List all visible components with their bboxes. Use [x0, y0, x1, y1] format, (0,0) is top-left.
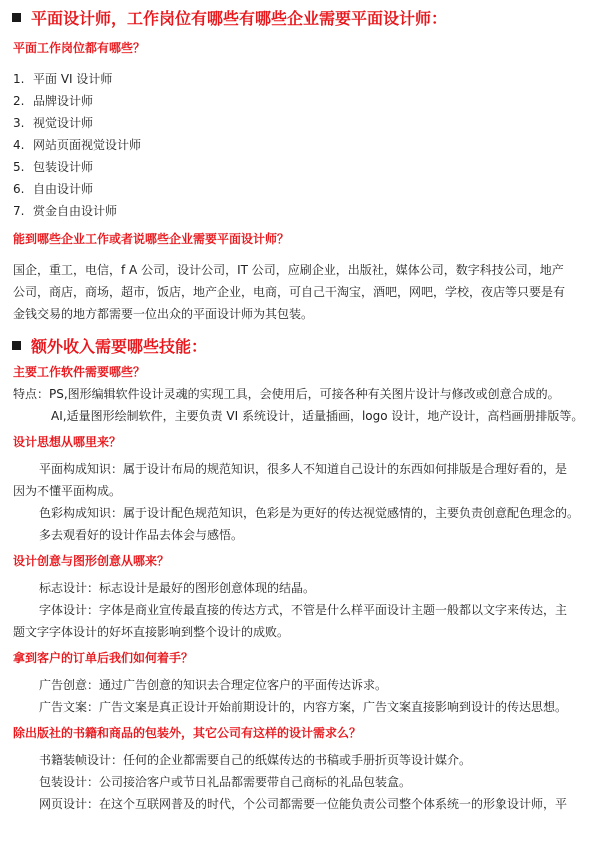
- question-software: 主要工作软件需要哪些？: [13, 365, 146, 379]
- question-creativity: 设计创意与图形创意从哪来？: [13, 554, 170, 568]
- square-bullet-icon: [12, 341, 21, 350]
- companies-line: 国企，重工，电信，f A 公司，设计公司，IT 公司，应刷企业，出版社，媒体公司，数字科技公司，地产: [13, 263, 564, 277]
- question-companies: 能到哪些企业工作或者说哪些企业需要平面设计师？: [13, 232, 290, 246]
- plane-composition-line: 因为不懂平面构成。: [13, 484, 122, 498]
- companies-line: 公司，商店，商场，超市，饭店，地产企业，电商，可自己干淘宝，酒吧，网吧，学校，夜店等只要是有: [13, 285, 566, 299]
- list-item: 3. 视觉设计师: [13, 116, 94, 130]
- list-item: 4. 网站页面视觉设计师: [13, 138, 142, 152]
- list-item: 7. 赏金自由设计师: [13, 204, 118, 218]
- question-client-orders: 拿到客户的订单后我们如何着手？: [13, 651, 194, 665]
- web-design-line: 网页设计：在这个互联网普及的时代，个公司都需要一位能负责公司整个体系统一的形象设计师，平: [39, 797, 568, 811]
- book-design-line: 书籍装帧设计：任何的企业都需要自己的纸媒传达的书稿或手册折页等设计媒介。: [39, 753, 472, 767]
- square-bullet-icon: [12, 13, 21, 22]
- positions-list: [0, 68, 609, 222]
- ai-line: AI,适量图形绘制软件，主要负责 VI 系统设计，适量插画，logo 设计，地产设计，高档画册排版等。: [51, 409, 584, 423]
- font-design-line: 字体设计：字体是商业宣传最直接的传达方式，不管是什么样平面设计主题一般都以文字来传达，主: [39, 603, 568, 617]
- section2-title: 额外收入需要哪些技能：: [0, 331, 609, 359]
- logo-design-line: 标志设计：标志设计是最好的图形创意体现的结晶。: [39, 581, 316, 595]
- font-design-line: 题文字字体设计的好坏直接影响到整个设计的成败。: [13, 625, 290, 639]
- plane-composition-line: 平面构成知识：属于设计布局的规范知识，很多人不知道自己设计的东西如何排版是合理好看的，是: [39, 462, 568, 476]
- ad-copy-line: 广告文案：广告文案是真正设计开始前期设计的，内容方案，广告文案直接影响到设计的传达思想。: [39, 700, 568, 714]
- question-other-companies: 除出版社的书籍和商品的包装外，其它公司有这样的设计需求么？: [13, 726, 362, 740]
- section1-title: 平面设计师，工作岗位有哪些有哪些企业需要平面设计师：: [0, 3, 609, 31]
- companies-line: 金钱交易的地方都需要一位出众的平面设计师为其包装。: [13, 307, 314, 321]
- list-item: 1. 平面 VI 设计师: [13, 72, 113, 86]
- list-item: 6. 自由设计师: [13, 182, 94, 196]
- question-positions: 平面工作岗位都有哪些？: [13, 41, 146, 55]
- ps-line: 特点：PS,图形编辑软件设计灵魂的实现工具，会使用后，可接各种有关图片设计与修改或创意合成的。: [13, 387, 560, 401]
- list-item: 2. 品牌设计师: [13, 94, 94, 108]
- color-composition-line: 多去观看好的设计作品去体会与感悟。: [39, 528, 244, 542]
- ad-idea-line: 广告创意：通过广告创意的知识去合理定位客户的平面传达诉求。: [39, 678, 388, 692]
- list-item: 5. 包装设计师: [13, 160, 94, 174]
- packaging-design-line: 包装设计：公司接洽客户或节日礼品都需要带自己商标的礼品包装盒。: [39, 775, 412, 789]
- question-design-thinking: 设计思想从哪里来？: [13, 435, 122, 449]
- color-composition-line: 色彩构成知识：属于设计配色规范知识，色彩是为更好的传达视觉感情的，主要负责创意配色理念的。: [39, 506, 580, 520]
